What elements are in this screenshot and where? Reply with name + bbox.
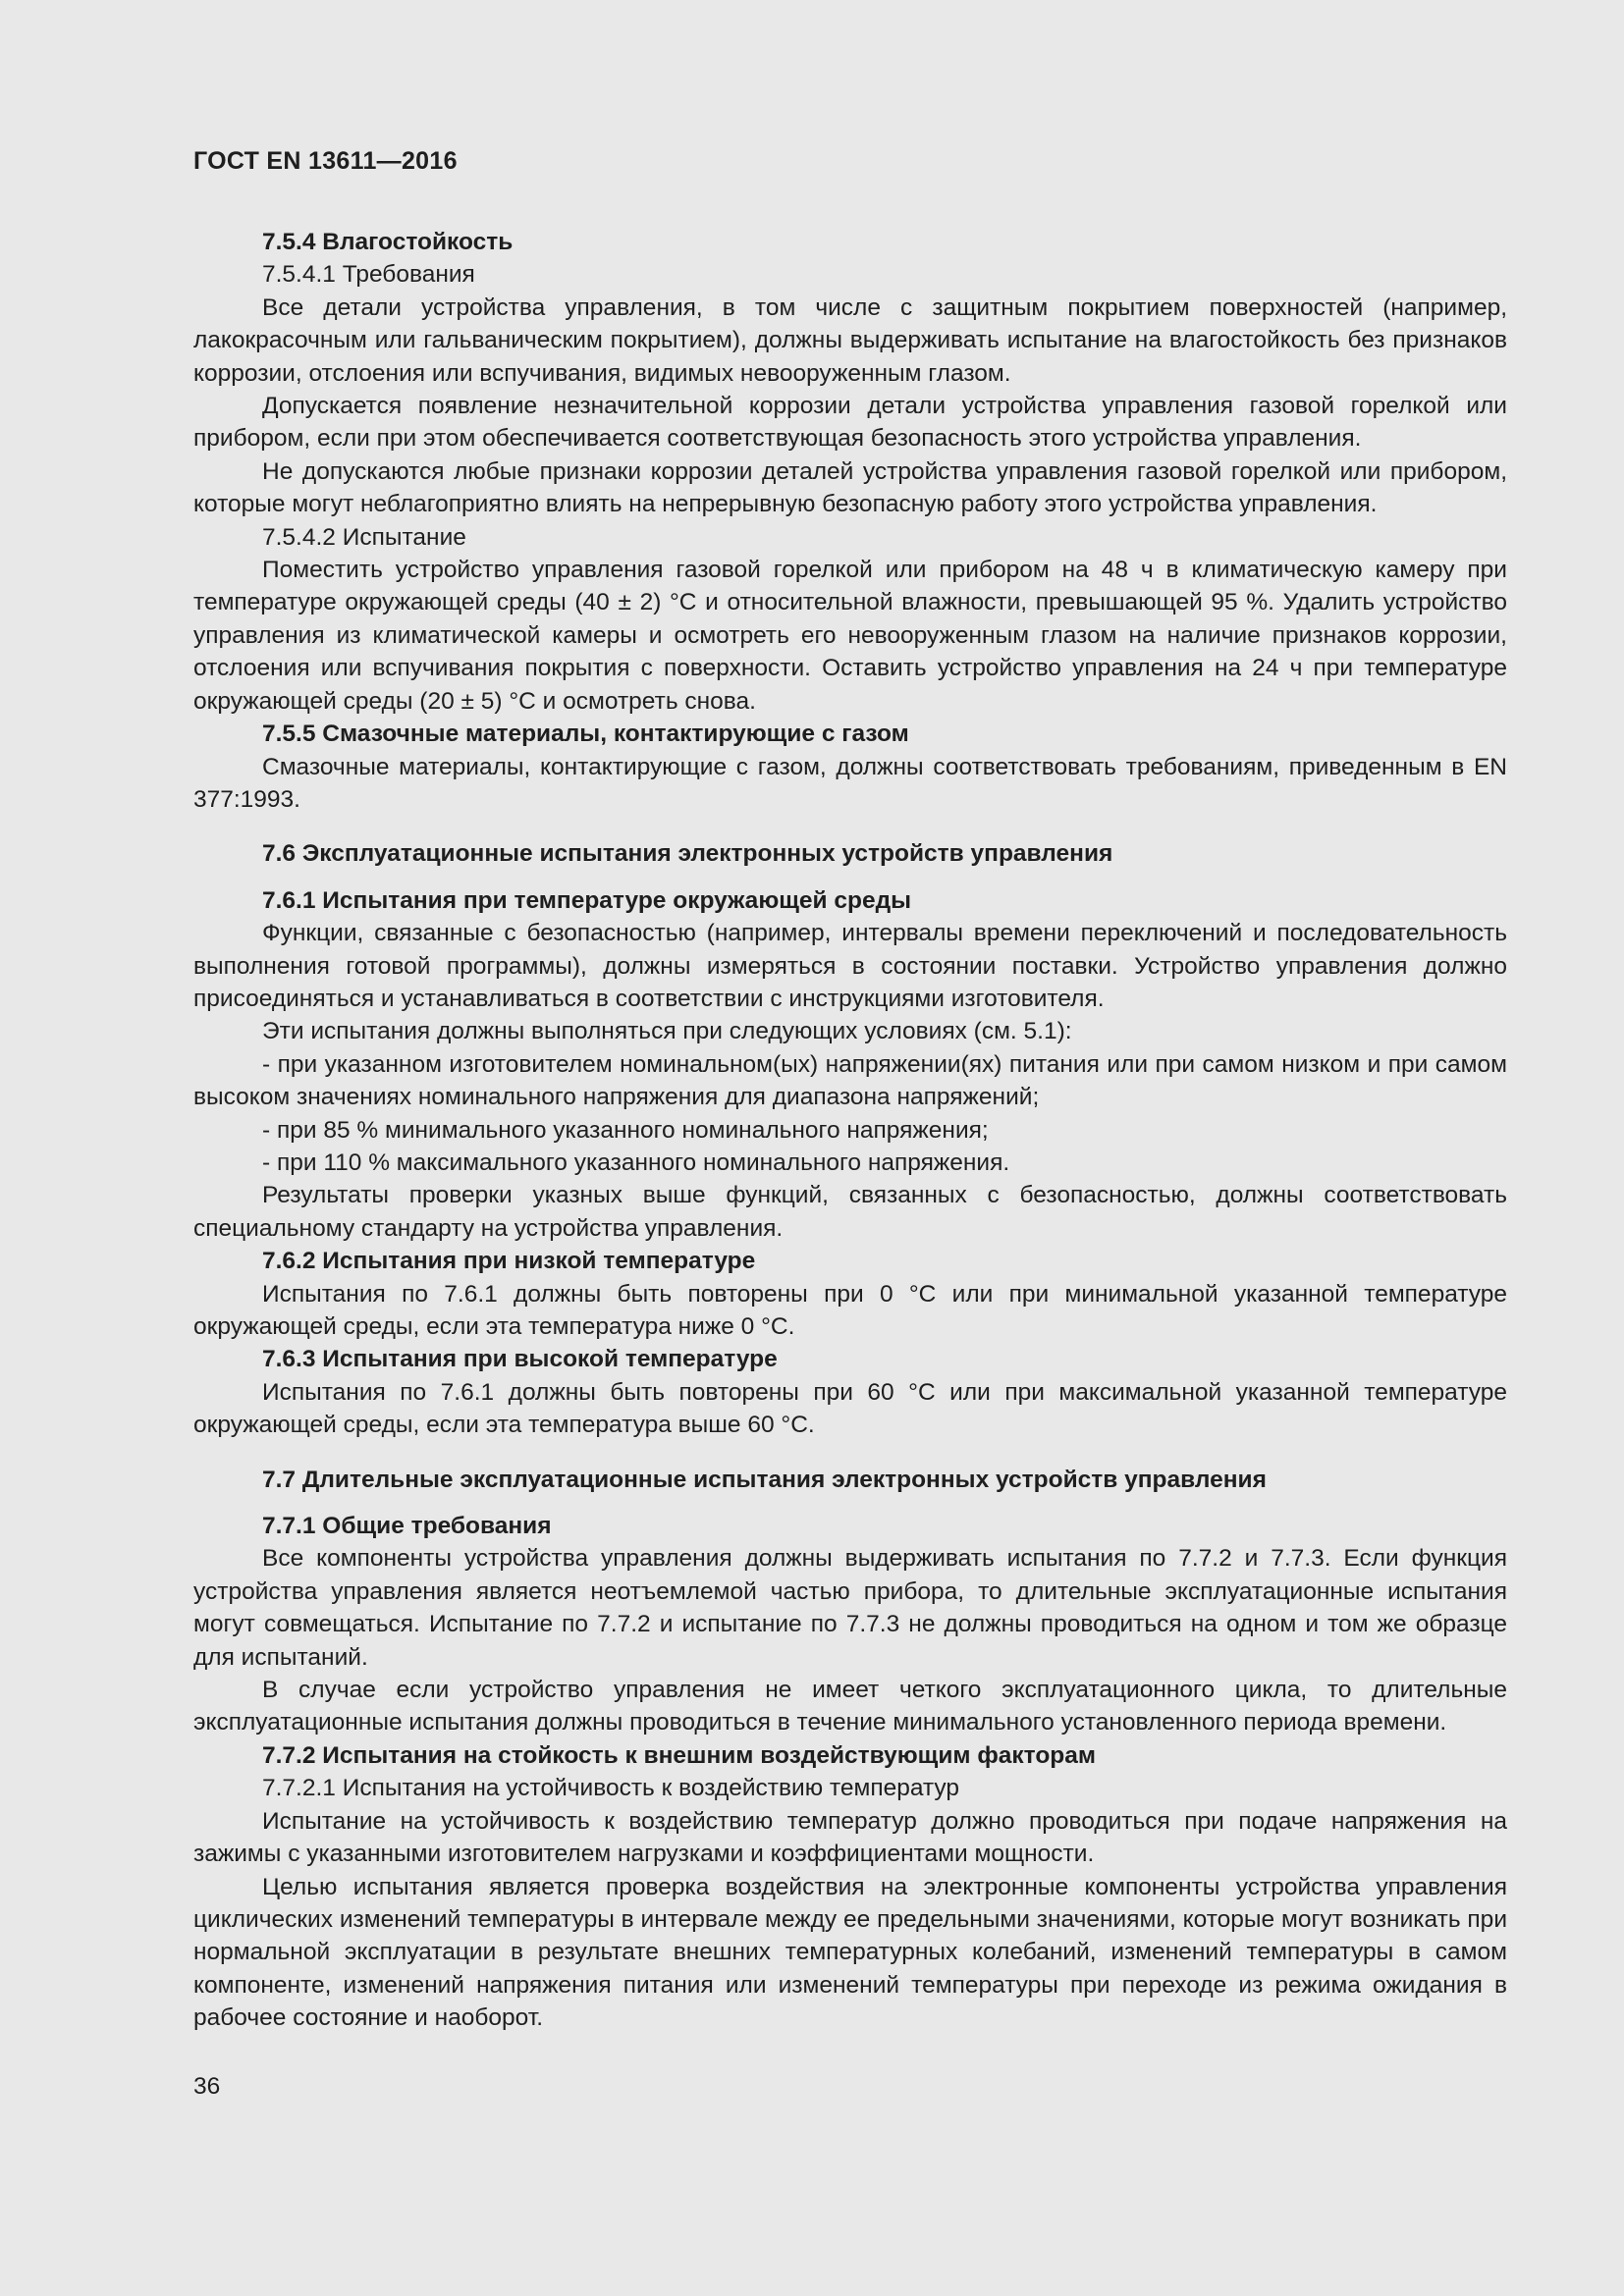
subsection-title: 7.5.4.2 Испытание [262,523,466,551]
section-heading: 7.6.2 Испытания при низкой температуре [262,1248,756,1275]
page-number: 36 [193,2073,221,2100]
section-heading: 7.6.1 Испытания при температуре окружающей среды [262,886,912,914]
paragraph: Испытание на устойчивость к воздействию температур должно проводиться при подаче напряжения на зажимы с указанными изготовителем нагрузками и коэффициентами мощности. [193,1807,1507,1868]
paragraph: В случае если устройство управления не имеет четкого эксплуатационного цикла, то длительные эксплуатационные испытания должны проводиться в течение минимального установленного периода времени. [193,1677,1507,1736]
paragraph: Целью испытания является проверка воздействия на электронные компоненты устройства управления циклических изменений температуры в интервале между ее предельными значениями, которые могут возникать при нормальной эксплуатации в результате внешних температурных колебаний, изменений температуры в самом компоненте, изменений напряжения питания или изменений температуры при переходе из режима ожидания в рабочее состояние и наоборот. [193,1873,1507,2032]
section-heading: 7.5.5 Смазочные материалы, контактирующие с газом [262,721,909,748]
subsection-title: 7.5.4.1 Требования [262,261,475,289]
paragraph: Испытания по 7.6.1 должны быть повторены при 0 °С или при минимальной указанной температуре окружающей среды, если эта температура ниже 0 °С. [193,1280,1507,1340]
paragraph: Допускается появление незначительной коррозии детали устройства управления газовой горелкой или прибором, если при этом обеспечивается соответствующая безопасность этого устройства управления. [193,393,1507,453]
paragraph: Все компоненты устройства управления должны выдерживать испытания по 7.7.2 и 7.7.3. Если функция устройства управления является неотъемлемой частью прибора, то длительные эксплуатационные испытания могут совмещаться. Испытание по 7.7.2 и испытание по 7.7.3 не должны проводиться на одном и том же образце для испытаний. [193,1545,1507,1671]
paragraph: Испытания по 7.6.1 должны быть повторены при 60 °С или при максимальной указанной температуре окружающей среды, если эта температура выше 60 °С. [193,1378,1507,1439]
paragraph: Не допускаются любые признаки коррозии деталей устройства управления газовой горелкой или прибором, которые могут неблагоприятно влиять на непрерывную безопасную работу этого устройства управления. [193,457,1507,518]
paragraph: Все детали устройства управления, в том числе с защитным покрытием поверхностей (например, лакокрасочным или гальваническим покрытием), должны выдерживать испытание на влагостойкость без признаков коррозии, отслоения или вспучивания, видимых невооруженным глазом. [193,294,1507,387]
document-header: ГОСТ EN 13611—2016 [193,147,458,175]
document-body [193,226,1507,2035]
subsection-title: 7.7.2.1 Испытания на устойчивость к воздействию температур [262,1775,960,1802]
paragraph: Результаты проверки указных выше функций, связанных с безопасностью, должны соответствовать специальному стандарту на устройства управления. [193,1182,1507,1242]
paragraph: Поместить устройство управления газовой горелкой или прибором на 48 ч в климатическую камеру при температуре окружающей среды (40 ± 2) °С и относительной влажности, превышающей 95 %. Удалить устройство управления из климатической камеры и осмотреть его невооруженным глазом на наличие признаков коррозии, отслоения или вспучивания покрытия с поверхности. Оставить устройство управления на 24 ч при температуре окружающей среды (20 ± 5) °С и осмотреть снова. [193,557,1507,715]
list-item: - при указанном изготовителем номинальном(ых) напряжении(ях) питания или при самом низком и при самом высоком значениях номинального напряжения для диапазона напряжений; [193,1050,1507,1111]
section-heading: 7.7.1 Общие требования [262,1513,552,1540]
section-heading: 7.7.2 Испытания на стойкость к внешним воздействующим факторам [262,1741,1097,1769]
section-heading: 7.6.3 Испытания при высокой температуре [262,1346,778,1373]
paragraph: Смазочные материалы, контактирующие с газом, должны соответствовать требованиям, приведенным в EN 377:1993. [193,753,1507,813]
section-heading: 7.7 Длительные эксплуатационные испытания электронных устройств управления [262,1466,1267,1493]
list-item: - при 85 % минимального указанного номинального напряжения; [262,1116,989,1144]
list-item: - при 110 % максимального указанного номинального напряжения. [262,1148,1010,1176]
paragraph: Функции, связанные с безопасностью (например, интервалы времени переключений и последовательность выполнения готовой программы), должны измеряться в состоянии поставки. Устройство управления должно присоединяться и устанавливаться в соответствии с инструкциями изготовителя. [193,920,1507,1012]
section-heading: 7.6 Эксплуатационные испытания электронных устройств управления [262,840,1113,868]
paragraph: Эти испытания должны выполняться при следующих условиях (см. 5.1): [262,1018,1072,1045]
section-heading: 7.5.4 Влагостойкость [262,229,514,255]
